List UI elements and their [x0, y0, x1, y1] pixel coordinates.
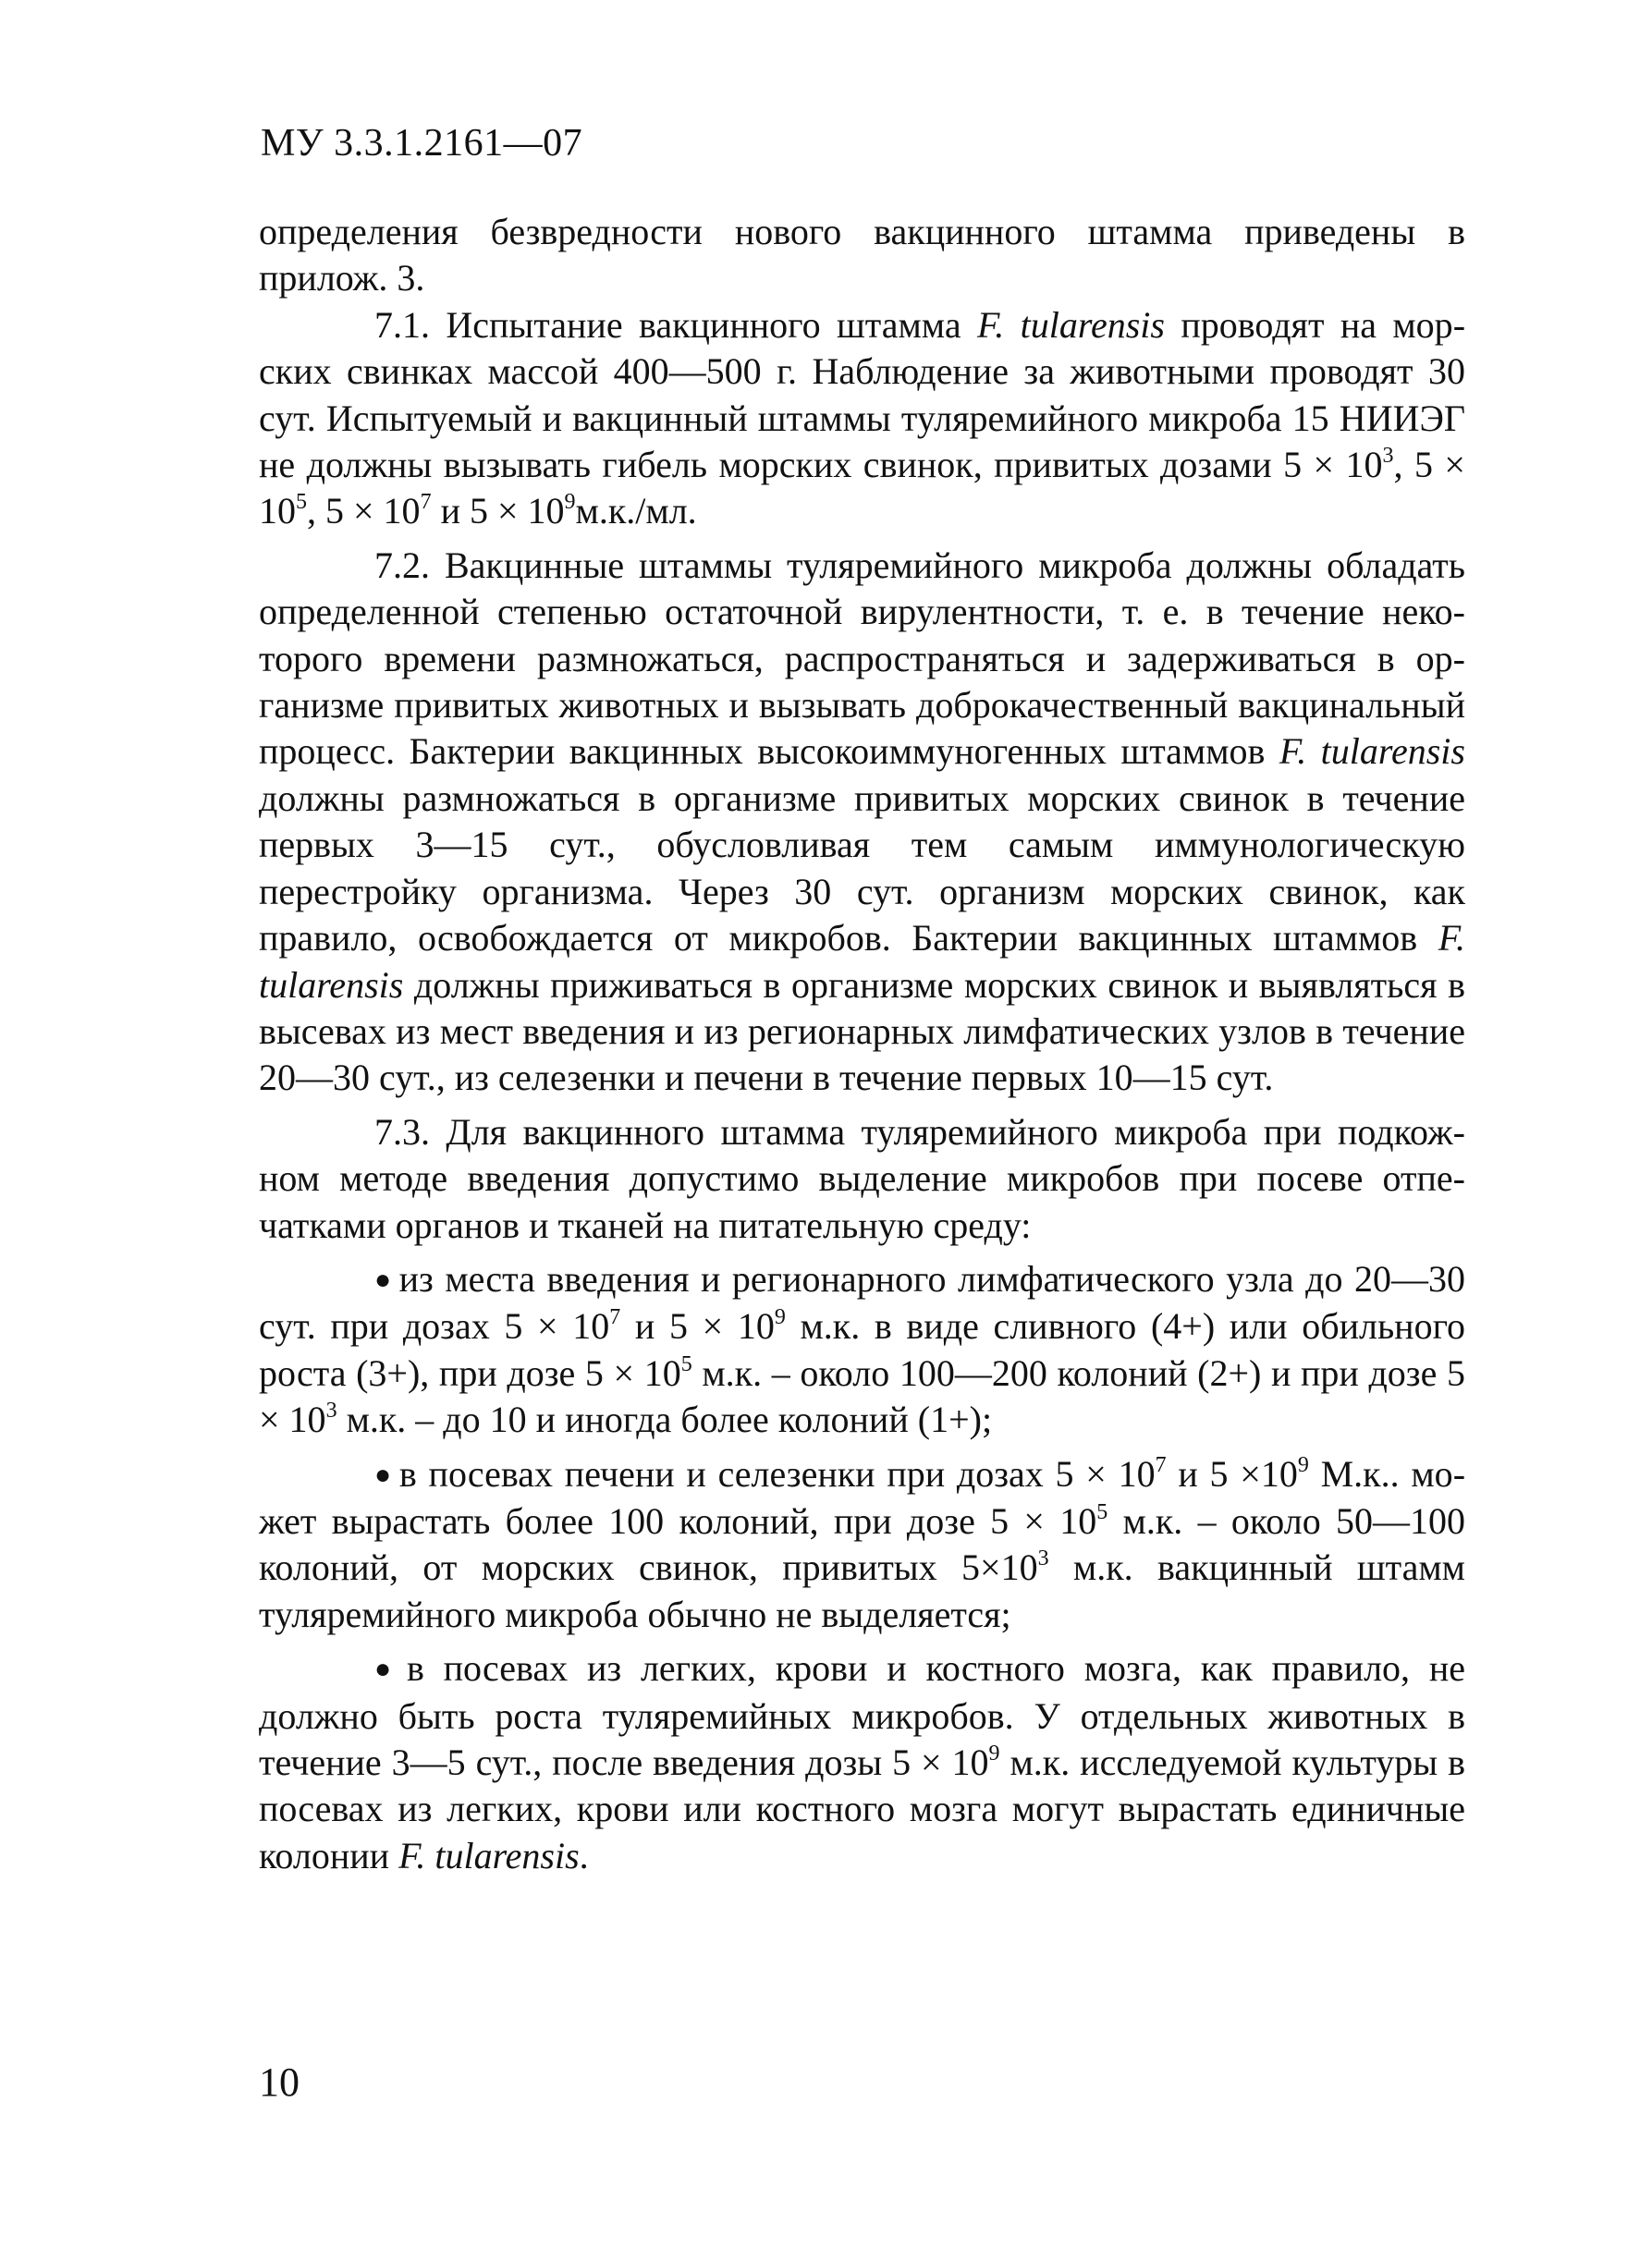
bullet-item-injection-site	[259, 1256, 1465, 1444]
exponent: 3	[1037, 1546, 1049, 1571]
exponent: 5	[296, 490, 307, 515]
exponent: 5	[680, 1351, 692, 1376]
text-run: должны размножаться в организме привитых морских свинок в течение первых 3—15 сут., обусловливая тем самым иммунологическую перестройку организма. Через 30 сут. организм морских свинок, как правило, освобождается от микробов. Бактерии вакцинных штаммов	[259, 776, 1465, 959]
text-run: 7.2. Вакцинные штаммы туляремийного микроба должны обладать определенной степенью остаточной вирулентности, т. е. в течение некоторого времени размножаться, распространяться и задерживаться в организме привитых животных и вызывать доброкачественный вакцинальный процесс. Бактерии вакцинных высокоиммуногенных штаммов	[259, 544, 1465, 773]
text-run: м.к. исследуемой культуры в посевах из легких, крови или костного мозга могут вырастать единичные колонии	[259, 1742, 1465, 1876]
text-run: и 5 × 10	[431, 490, 565, 532]
paragraph-text: определения безвредности нового вакцинного штамма приведены в прилож. 3.	[259, 211, 1465, 299]
exponent: 9	[988, 1742, 1000, 1766]
bullet-icon: ●	[374, 1654, 401, 1685]
text-run: м.к. вакцинный штамм туляремийного микроба обычно не выделяется;	[259, 1546, 1465, 1635]
paragraph-text: 7.3. Для вакцинного штамма туляремийного микроба при подкожном методе введения допустимо выделение микробов при посеве отпечатками органов и тканей на питательную среду:	[259, 1110, 1465, 1246]
text-run: м.к. – около 100—200 колоний (2+) и при дозе 5 × 10	[259, 1351, 1465, 1441]
bullet-icon: ●	[374, 1264, 394, 1295]
exponent: 9	[564, 490, 576, 515]
text-run: М.к.. может вырастать более 100 колоний, при дозе 5 × 10	[259, 1452, 1466, 1542]
text-run: м.к. – около 50—100 колоний, от морских свинок, привитых 5×10	[259, 1499, 1465, 1589]
text-run: м.к. – до 10 и иногда более колоний (1+);	[337, 1399, 993, 1441]
page-number: 10	[259, 2059, 300, 2105]
exponent: 9	[774, 1305, 786, 1330]
text-run: .	[579, 1834, 589, 1876]
text-run: в посевах из легких, крови и костного мозга, как правило, не должно быть роста туляремийных микробов. У отдельных животных в течение 3—5 сут., после введения дозы 5 × 10	[259, 1647, 1466, 1783]
text-run: и 5 × 10	[620, 1305, 775, 1348]
organism-name: F. tularensis	[1279, 730, 1465, 773]
paragraph-7-2	[259, 543, 1465, 1102]
exponent: 3	[1382, 444, 1394, 469]
text-run: м.к./мл.	[575, 490, 697, 532]
text-run: проводят на морских свинках массой 400—500 г. Наблюдение за животными проводят 30 сут. Испытуемый и вакцинный штаммы туляремийного микроба 15 НИИЭГ не должны вызывать гибель морских свинок, привитых дозами 5 × 10	[259, 303, 1466, 486]
exponent: 7	[1155, 1452, 1167, 1477]
text-run: должны приживаться в организме морских свинок и выявляться в высевах из мест введения и из регионарных лимфатических узлов в течение 20—30 сут., из селезенки и печени в течение первых 10—15 сут.	[259, 963, 1465, 1099]
text-run: , 5 × 10	[307, 490, 421, 532]
exponent: 7	[420, 490, 432, 515]
bullet-item-lungs-blood-marrow	[259, 1645, 1465, 1879]
paragraph-7-1	[259, 302, 1465, 535]
exponent: 3	[325, 1399, 337, 1424]
document-code-header: МУ 3.3.1.2161—07	[261, 122, 583, 165]
exponent: 9	[1297, 1452, 1309, 1477]
text-run: 7.1. Испытание вакцинного штамма	[374, 303, 977, 346]
document-body	[259, 209, 1465, 1879]
paragraph-7-3	[259, 1109, 1465, 1249]
paragraph-continuation	[259, 209, 1465, 302]
text-run: и 5 ×10	[1166, 1452, 1298, 1495]
organism-name: F. tularensis	[976, 303, 1165, 346]
text-run: в посевах печени и селезенки при дозах 5 × 10	[398, 1452, 1156, 1495]
bullet-item-liver-spleen	[259, 1451, 1465, 1639]
organism-name: F. tularensis	[259, 917, 1465, 1006]
text-run: , 5 × 10	[259, 444, 1465, 532]
bullet-icon: ●	[374, 1459, 394, 1490]
text-run: м.к. в виде сливного (4+) или обильного роста (3+), при дозе 5 × 10	[259, 1305, 1465, 1394]
exponent: 5	[1096, 1499, 1108, 1524]
organism-name: F. tularensis	[398, 1834, 580, 1876]
text-run: из места введения и регионарного лимфатического узла до 20—30 сут. при дозах 5 × 10	[259, 1257, 1466, 1348]
exponent: 7	[609, 1305, 621, 1330]
